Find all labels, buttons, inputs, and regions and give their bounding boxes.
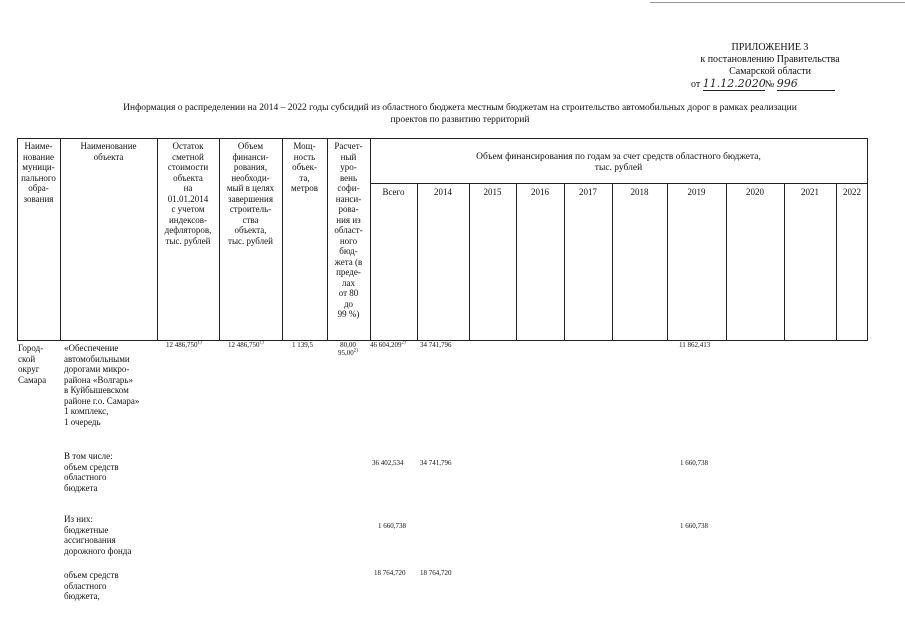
header-year-total: Всего [382, 187, 405, 197]
subrow3-2014: 18 764,720 [420, 569, 452, 577]
row-2014: 34 741,796 [420, 341, 452, 349]
header-capacity: Мощ- ность объек- та, метров [291, 141, 318, 193]
row-object-name: «Обеспечение автомобильными дорогами микро- района «Волгарь» в Куйбышевском районе г.о. Самара» 1 комплекс, 1 очередь [64, 343, 140, 427]
row-level-1: 80,00 [340, 341, 356, 349]
header-year-2016: 2016 [531, 187, 549, 197]
subrow1-2019: 1 660,738 [680, 459, 708, 467]
subrow1-label: В том числе: объем средств областного бюджета [64, 451, 119, 493]
subrow1-2014: 34 741,796 [420, 459, 452, 467]
row-capacity: 1 139,5 [292, 341, 313, 349]
subrow2-2019: 1 660,738 [680, 522, 708, 530]
header-object: Наименование объекта [80, 141, 137, 162]
row-financing-volume: 12 486,750$^{1)}$ [228, 340, 264, 349]
header-cofinancing-level: Расчет- ный уро- вень софи- нанси- рова- ния из област- ного бюд- жета (в преде- лах от 80 до 99 %) [334, 141, 363, 319]
row-municipality: Город- ской округ Самара [18, 343, 47, 385]
header-remaining-cost: Остаток сметной стоимости объекта на 01.01.2014 с учетом индексов- дефляторов, тыс. рублей [164, 141, 212, 246]
header-year-2022: 2022 [843, 187, 861, 197]
handwritten-number: 996 [777, 78, 835, 91]
appendix-date-row [691, 78, 851, 91]
row-total: 46 604,209$^{2)}$ [370, 340, 406, 349]
header-year-2015: 2015 [483, 187, 502, 197]
header-financing-volume: Объем финанси- рования, необходи- мый в целях завершения строитель- ства объекта, тыс. рублей [226, 141, 275, 246]
header-year-2021: 2021 [801, 187, 819, 197]
handwritten-date: 11.12.2020 [702, 77, 766, 90]
doc-title-line2: проектов по развитию территорий [390, 115, 530, 125]
subrow3-label: объем средств областного бюджета, [64, 570, 119, 601]
subrow2-label: Из них: бюджетные ассигнования дорожного фонда [64, 514, 132, 556]
header-municipality: Наиме- нование муници- пального обра- зования [21, 141, 56, 204]
number-prefix: № [764, 79, 775, 90]
appendix-line2: Самарской области [729, 66, 811, 77]
from-prefix: от [691, 79, 701, 90]
subrow1-total: 36 402,534 [372, 459, 404, 467]
appendix-line1: к постановлению Правительства [700, 54, 840, 65]
subrow3-total: 18 764,720 [374, 569, 406, 577]
top-rule [650, 2, 905, 3]
row-2019: 11 862,413 [679, 341, 711, 349]
header-year-2020: 2020 [746, 187, 764, 197]
appendix-title: ПРИЛОЖЕНИЕ 3 [731, 42, 809, 53]
row-level-2: 95,00$^{2)}$ [338, 348, 358, 357]
header-financing-by-years: Объем финансирования по годам за счет средств областного бюджета, тыс. рублей [476, 152, 761, 173]
header-year-2017: 2017 [579, 187, 597, 197]
row-remaining-cost: 12 486,750$^{1)}$ [166, 340, 202, 349]
header-year-2014: 2014 [434, 187, 452, 197]
subrow2-total: 1 660,738 [378, 522, 406, 530]
header-year-2018: 2018 [630, 187, 649, 197]
doc-title-line1: Информация о распределении на 2014 – 2022 годы субсидий из областного бюджета местным бюджетам на строительство автомобильных дорог в рамках реализации [123, 103, 797, 113]
header-year-2019: 2019 [687, 187, 706, 197]
